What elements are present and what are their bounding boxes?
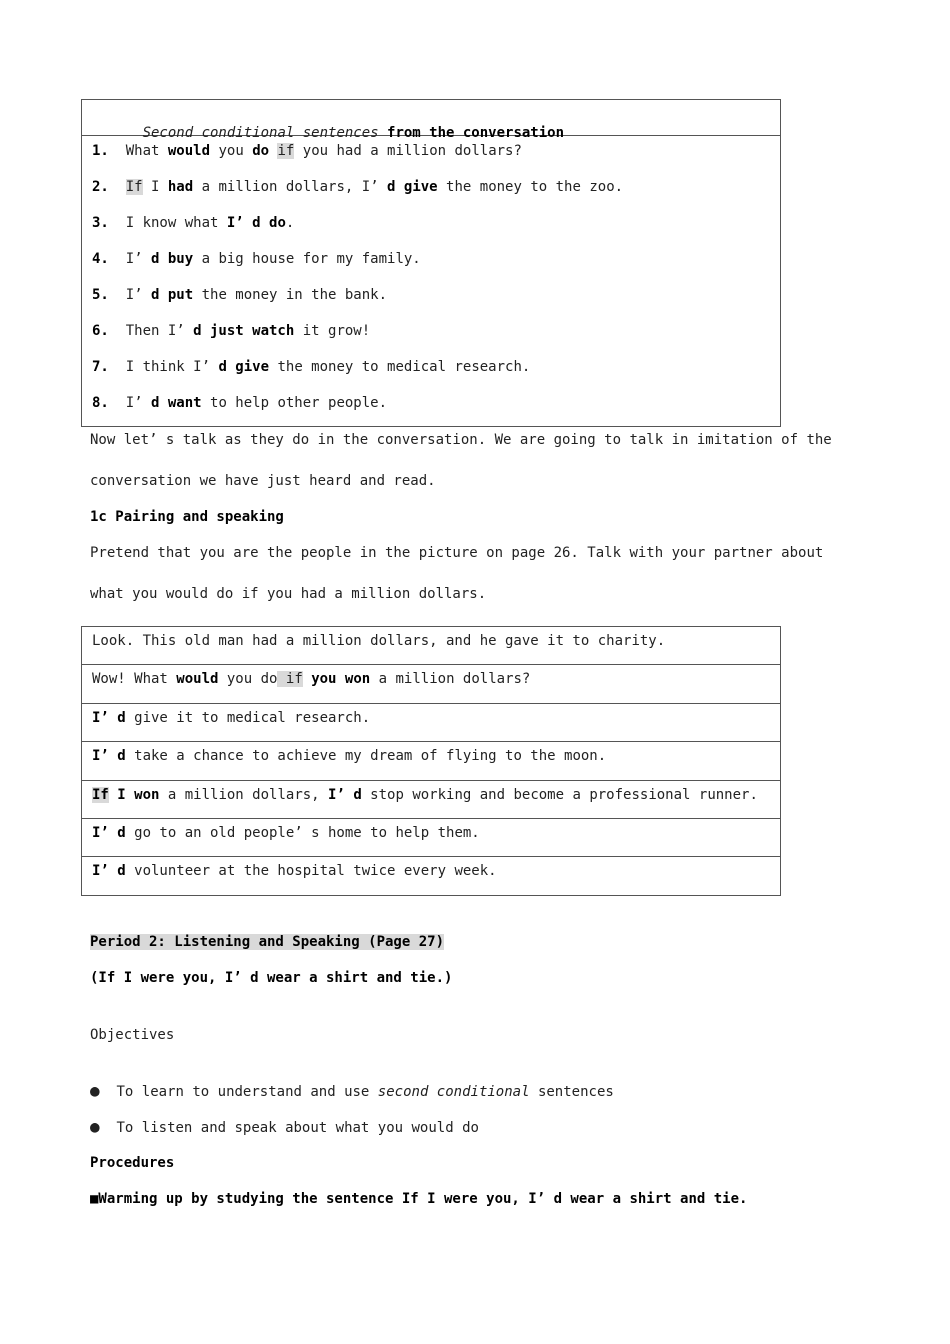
text-run: I’ d: [92, 863, 126, 880]
objectives-label: Objectives: [90, 1027, 175, 1043]
text-run: Look. This old man had a million dollars, and he gave it to charity.: [92, 633, 666, 649]
text-run: you had a million dollars?: [294, 143, 522, 159]
dialogue-row: [82, 857, 780, 894]
dialogue-row: [82, 781, 780, 819]
conversation-sentence: [92, 394, 387, 412]
conversation-sentence: [92, 286, 387, 304]
text-run: stop working and become a professional runner.: [361, 786, 758, 803]
text-run: do: [252, 143, 270, 159]
dialogue-row: [82, 627, 780, 665]
dialogue-text: [92, 632, 665, 650]
dialogue-row: [82, 665, 780, 703]
dialogue-row: [82, 704, 780, 742]
text-run: I: [142, 179, 168, 195]
paragraph-2-line-1: Pretend that you are the people in the picture on page 26. Talk with your partner about: [90, 545, 824, 561]
objective-item: ● To learn to understand and use second conditional sentences: [90, 1081, 614, 1100]
text-run: Wow! What: [92, 671, 177, 688]
text-run: a million dollars, I’: [193, 179, 379, 195]
dialogue-row: [82, 819, 780, 857]
text-run: had: [167, 179, 194, 195]
text-run: a big house for my family.: [193, 251, 421, 267]
text-run: I’ d: [92, 824, 126, 841]
procedures-label: Procedures: [90, 1155, 175, 1171]
objective-item: ● To listen and speak about what you would do: [90, 1117, 479, 1136]
text-run: a million dollars?: [370, 671, 531, 688]
section-heading-1c: 1c Pairing and speaking: [90, 509, 284, 525]
sentence-number: 1.: [92, 143, 109, 159]
text-run: a million dollars,: [159, 786, 329, 803]
sentence-number: 2.: [92, 179, 109, 195]
conversation-sentence: [92, 250, 421, 268]
text-run: would: [167, 143, 211, 159]
sentence-number: 4.: [92, 251, 109, 267]
header-rest: from the conversation: [378, 125, 565, 141]
dialogue-text: [92, 786, 758, 804]
bullet-icon: ●: [90, 1117, 100, 1136]
text-run: If: [92, 786, 109, 803]
text-run: I’: [108, 251, 143, 267]
text-run: go to an old people’ s home to help them.: [125, 824, 480, 841]
text-run: [303, 671, 311, 687]
conversation-table: [81, 99, 781, 427]
text-run: I’ d: [92, 709, 126, 726]
dialogue-row: [82, 742, 780, 780]
text-run: you won: [311, 671, 371, 688]
conversation-sentence: [92, 142, 522, 160]
text-run: d give: [210, 359, 270, 375]
sentence-number: 6.: [92, 323, 109, 339]
dialogue-text: [92, 670, 530, 688]
text-run: d give: [378, 179, 438, 195]
dialogue-text: [92, 824, 480, 842]
text-run: I’ d do: [226, 215, 286, 231]
dialogue-text: [92, 709, 370, 727]
conversation-sentence: [92, 322, 370, 340]
text-run: I’: [108, 395, 143, 411]
sentence-number: 7.: [92, 359, 109, 375]
bullet-icon: ●: [90, 1081, 100, 1100]
sentence-number: 5.: [92, 287, 109, 303]
text-run: If: [125, 179, 143, 195]
text-run: it grow!: [294, 323, 371, 339]
dialogue-table: [81, 626, 781, 896]
text-run: I think I’: [108, 359, 211, 375]
text-run: I’ d: [328, 786, 362, 803]
text-run: give it to medical research.: [125, 709, 371, 726]
text-run: take a chance to achieve my dream of flying to the moon.: [125, 748, 607, 765]
text-run: you do: [218, 671, 278, 688]
text-run: [109, 179, 126, 195]
text-run: I won: [117, 786, 160, 803]
text-run: d put: [142, 287, 194, 303]
warming-up: ■Warming up by studying the sentence If I were you, I’ d wear a shirt and tie.: [90, 1191, 748, 1207]
period-2-subtitle: (If I were you, I’ d wear a shirt and tie.): [90, 970, 453, 986]
conversation-sentence: [92, 214, 294, 232]
text-run: .: [285, 215, 295, 231]
paragraph-1-line-1: Now let’ s talk as they do in the conversation. We are going to talk in imitation of the: [90, 432, 832, 448]
period-2-title: Period 2: Listening and Speaking (Page 27): [90, 934, 445, 950]
text-run: the money in the bank.: [193, 287, 388, 303]
text-run: if: [277, 143, 295, 159]
dialogue-text: [92, 862, 497, 880]
text-run: What: [108, 143, 168, 159]
text-run: d want: [142, 395, 202, 411]
dialogue-text: [92, 747, 606, 765]
text-run: I’ d: [92, 748, 126, 765]
text-run: the money to medical research.: [269, 359, 531, 375]
paragraph-1-line-2: conversation we have just heard and read.: [90, 473, 436, 489]
sentence-number: 3.: [92, 215, 109, 231]
conversation-sentence: [92, 178, 623, 196]
sentence-number: 8.: [92, 395, 109, 411]
text-run: volunteer at the hospital twice every week.: [125, 863, 497, 880]
text-run: I know what: [108, 215, 227, 231]
text-run: d just watch: [184, 323, 295, 339]
text-run: if: [277, 671, 303, 688]
text-run: would: [176, 671, 219, 688]
text-run: I’: [108, 287, 143, 303]
text-run: Then I’: [108, 323, 185, 339]
text-run: d buy: [142, 251, 194, 267]
text-run: the money to the zoo.: [437, 179, 624, 195]
text-run: to help other people.: [201, 395, 388, 411]
conversation-table-header: [82, 100, 780, 141]
conversation-sentence: [92, 358, 530, 376]
paragraph-2-line-2: what you would do if you had a million dollars.: [90, 586, 487, 602]
text-run: you: [210, 143, 253, 159]
header-italic: Second conditional sentences: [142, 125, 379, 141]
